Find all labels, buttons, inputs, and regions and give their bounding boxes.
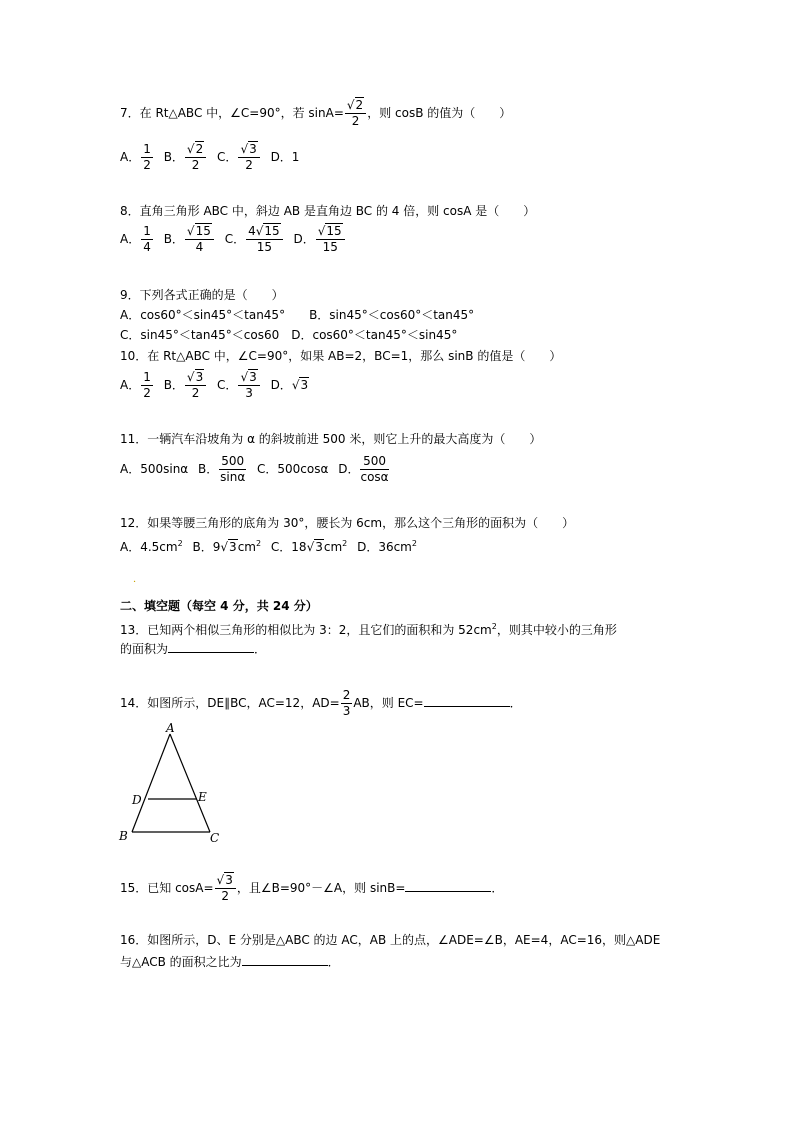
option-d: D．1 [270,150,300,164]
option-a: A．500sinα [120,462,189,476]
label-a: A [166,721,175,735]
option-c: C． $\frac{4√15}{15}$ [225,224,284,255]
option-c: C．$18√3cm^2$ [270,539,348,554]
question-13: 13．已知两个相似三角形的相似比为 3：2，且它们的面积和为 $52cm^2$，则其中较小的三角形 [120,622,617,637]
option-d: D． $\frac{500}{\cos\alpha}$ [338,454,389,484]
option-b: B． $\frac{√3}{2}$ [164,370,208,401]
label-d: D [132,793,142,807]
question-15: 15．已知 cosA= $\frac{√3}{2}$ ，且∠B=90°－∠A，则 sinB= ． [120,873,504,903]
question-8: 8．直角三角形 ABC 中，斜边 AB 是直角边 BC 的 4 倍，则 cosA 是（ ） [120,204,536,218]
option-b: B． $\frac{√15}{4}$ [164,224,215,255]
question-14: 14．如图所示，DE∥BC，AC=12，AD= $\frac{2}{3}$ AB，则 EC= ． [120,688,522,718]
option-a: A． $\frac{1}{2}$ [120,370,151,400]
answer-blank[interactable] [168,640,254,653]
question-10-options [120,370,315,401]
option-c: C．500cosα [257,462,329,476]
option-b: B． $\frac{500}{\sin\alpha}$ [198,454,246,484]
option-d: D．$36cm^2$ [357,539,417,554]
label-b: B [119,829,128,843]
answer-blank[interactable] [424,694,510,707]
question-16: 16．如图所示，D、E 分别是△ABC 的边 AC，AB 上的点，∠ADE=∠B，AE=4，AC=16，则△ADE [120,933,661,947]
option-a: A． $\frac{1}{2}$ [120,142,151,172]
question-10: 10．在 Rt△ABC 中，∠C=90°，如果 AB=2，BC=1，那么 sinB 的值是（ ） [120,349,562,363]
question-11: 11．一辆汽车沿坡角为 α 的斜坡前进 500 米，则它上升的最大高度为（ ） [120,432,542,446]
question-9-options-2: C．sin45°＜tan45°＜cos60 D．cos60°＜tan45°＜sin45° [120,328,458,342]
question-7: 7．在 Rt△ABC 中，∠C=90°，若 sinA= $\frac{√2}{2}$ ，则 cosB 的值为（ ） [120,98,512,128]
triangle-figure [112,718,232,844]
section-heading: 二、填空题（每空 4 分，共 24 分） [120,599,318,613]
question-11-options [120,454,396,485]
fraction: $\frac{√2}{2}$ [345,98,366,129]
option-d: D．√3 [270,378,309,392]
question-12: 12．如果等腰三角形的底角为 30°，腰长为 6cm，那么这个三角形的面积为（ ） [120,516,575,530]
option-c: C． $\frac{√3}{3}$ [217,370,261,401]
question-16-line2: 与△ACB 的面积之比为 ． [120,955,340,969]
question-9: 9．下列各式正确的是（ ） [120,288,284,302]
option-d: D． $\frac{√15}{15}$ [293,224,345,255]
label-c: C [210,831,220,844]
question-8-options [120,224,352,255]
answer-blank[interactable] [242,953,328,966]
question-9-options-1: A．cos60°＜sin45°＜tan45° B．sin45°＜cos60°＜tan45° [120,308,475,322]
option-b: B． $\frac{√2}{2}$ [164,142,208,173]
question-12-options [120,536,423,555]
question-13-line2: 的面积为 ． [120,642,267,656]
option-a: A． $\frac{1}{4}$ [120,224,151,254]
answer-blank[interactable] [405,879,491,892]
label-e: E [198,790,207,804]
option-a: A．$4.5cm^2$ [120,539,183,554]
stray-dot: ． [133,574,143,585]
option-c: C． $\frac{√3}{2}$ [217,142,261,173]
question-7-options [120,142,305,173]
option-b: B．$9√3cm^2$ [192,539,262,554]
